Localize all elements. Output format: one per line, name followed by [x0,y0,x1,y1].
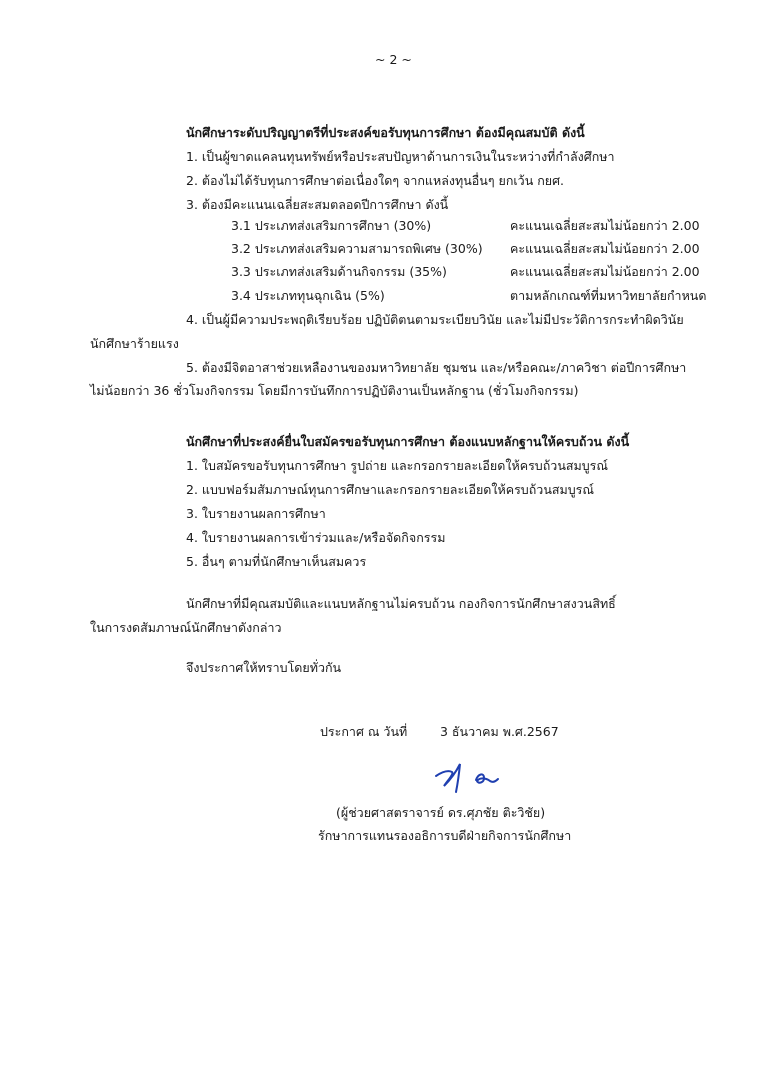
criteria-item-2: 2. ต้องไม่ได้รับทุนการศึกษาต่อเนื่องใดๆ จากแหล่งทุนอื่นๆ ยกเว้น กยศ. [186,173,565,188]
sub-item-label: 3.3 ประเภทส่งเสริมด้านกิจกรรม (35%) [231,264,447,279]
signer-title: รักษาการแทนรองอธิการบดีฝ่ายกิจการนักศึกษา [318,828,572,843]
criteria-item-4-line2: นักศึกษาร้ายแรง [90,336,179,351]
announcement: จึงประกาศให้ทราบโดยทั่วกัน [186,660,342,675]
date-value: 3 ธันวาคม พ.ศ.2567 [440,724,559,739]
criteria-item-3: 3. ต้องมีคะแนนเฉลี่ยสะสมตลอดปีการศึกษา ดังนี้ [186,197,449,212]
sub-item-requirement: คะแนนเฉลี่ยสะสมไม่น้อยกว่า 2.00 [510,264,700,279]
sub-item-requirement: ตามหลักเกณฑ์ที่มหาวิทยาลัยกำหนด [510,288,707,303]
section2-heading: นักศึกษาที่ประสงค์ยื่นใบสมัครขอรับทุนการศึกษา ต้องแนบหลักฐานให้ครบถ้วน ดังนี้ [186,434,630,449]
criteria-item-5-line2: ไม่น้อยกว่า 36 ชั่วโมงกิจกรรม โดยมีการบันทึกการปฏิบัติงานเป็นหลักฐาน (ชั่วโมงกิจกรรม) [90,383,579,398]
signer-name: (ผู้ช่วยศาสตราจารย์ ดร.ศุภชัย ติะวิชัย) [336,805,546,820]
sub-item-label: 3.2 ประเภทส่งเสริมความสามารถพิเศษ (30%) [231,241,483,256]
document-item: 2. แบบฟอร์มสัมภาษณ์ทุนการศึกษาและกรอกรายละเอียดให้ครบถ้วนสมบูรณ์ [186,482,594,497]
document-item: 4. ใบรายงานผลการเข้าร่วมและ/หรือจัดกิจกรรม [186,530,446,545]
sub-item-label: 3.4 ประเภททุนฉุกเฉิน (5%) [231,288,385,303]
page-number: ~ 2 ~ [375,52,412,67]
document-item: 5. อื่นๆ ตามที่นักศึกษาเห็นสมควร [186,554,367,569]
sub-item-requirement: คะแนนเฉลี่ยสะสมไม่น้อยกว่า 2.00 [510,241,700,256]
criteria-item-5-line1: 5. ต้องมีจิตอาสาช่วยเหลืองานของมหาวิทยาลัย ชุมชน และ/หรือคณะ/ภาควิชา ต่อปีการศึกษา [186,360,687,375]
criteria-item-1: 1. เป็นผู้ขาดแคลนทุนทรัพย์หรือประสบปัญหาด้านการเงินในระหว่างที่กำลังศึกษา [186,149,615,164]
sub-item-requirement: คะแนนเฉลี่ยสะสมไม่น้อยกว่า 2.00 [510,218,700,233]
date-prefix: ประกาศ ณ วันที่ [320,724,408,739]
section1-heading: นักศึกษาระดับปริญญาตรีที่ประสงค์ขอรับทุนการศึกษา ต้องมีคุณสมบัติ ดังนี้ [186,125,585,140]
handwritten-signature [430,760,510,794]
sub-item-label: 3.1 ประเภทส่งเสริมการศึกษา (30%) [231,218,432,233]
note-line-2: ในการงดสัมภาษณ์นักศึกษาดังกล่าว [90,620,282,635]
criteria-item-4-line1: 4. เป็นผู้มีความประพฤติเรียบร้อย ปฏิบัติตนตามระเบียบวินัย และไม่มีประวัติการกระทำผิดวินัย [186,312,684,327]
document-item: 1. ใบสมัครขอรับทุนการศึกษา รูปถ่าย และกรอกรายละเอียดให้ครบถ้วนสมบูรณ์ [186,458,608,473]
note-line-1: นักศึกษาที่มีคุณสมบัติและแนบหลักฐานไม่ครบถ้วน กองกิจการนักศึกษาสงวนสิทธิ์ [186,596,616,611]
document-item: 3. ใบรายงานผลการศึกษา [186,506,326,521]
